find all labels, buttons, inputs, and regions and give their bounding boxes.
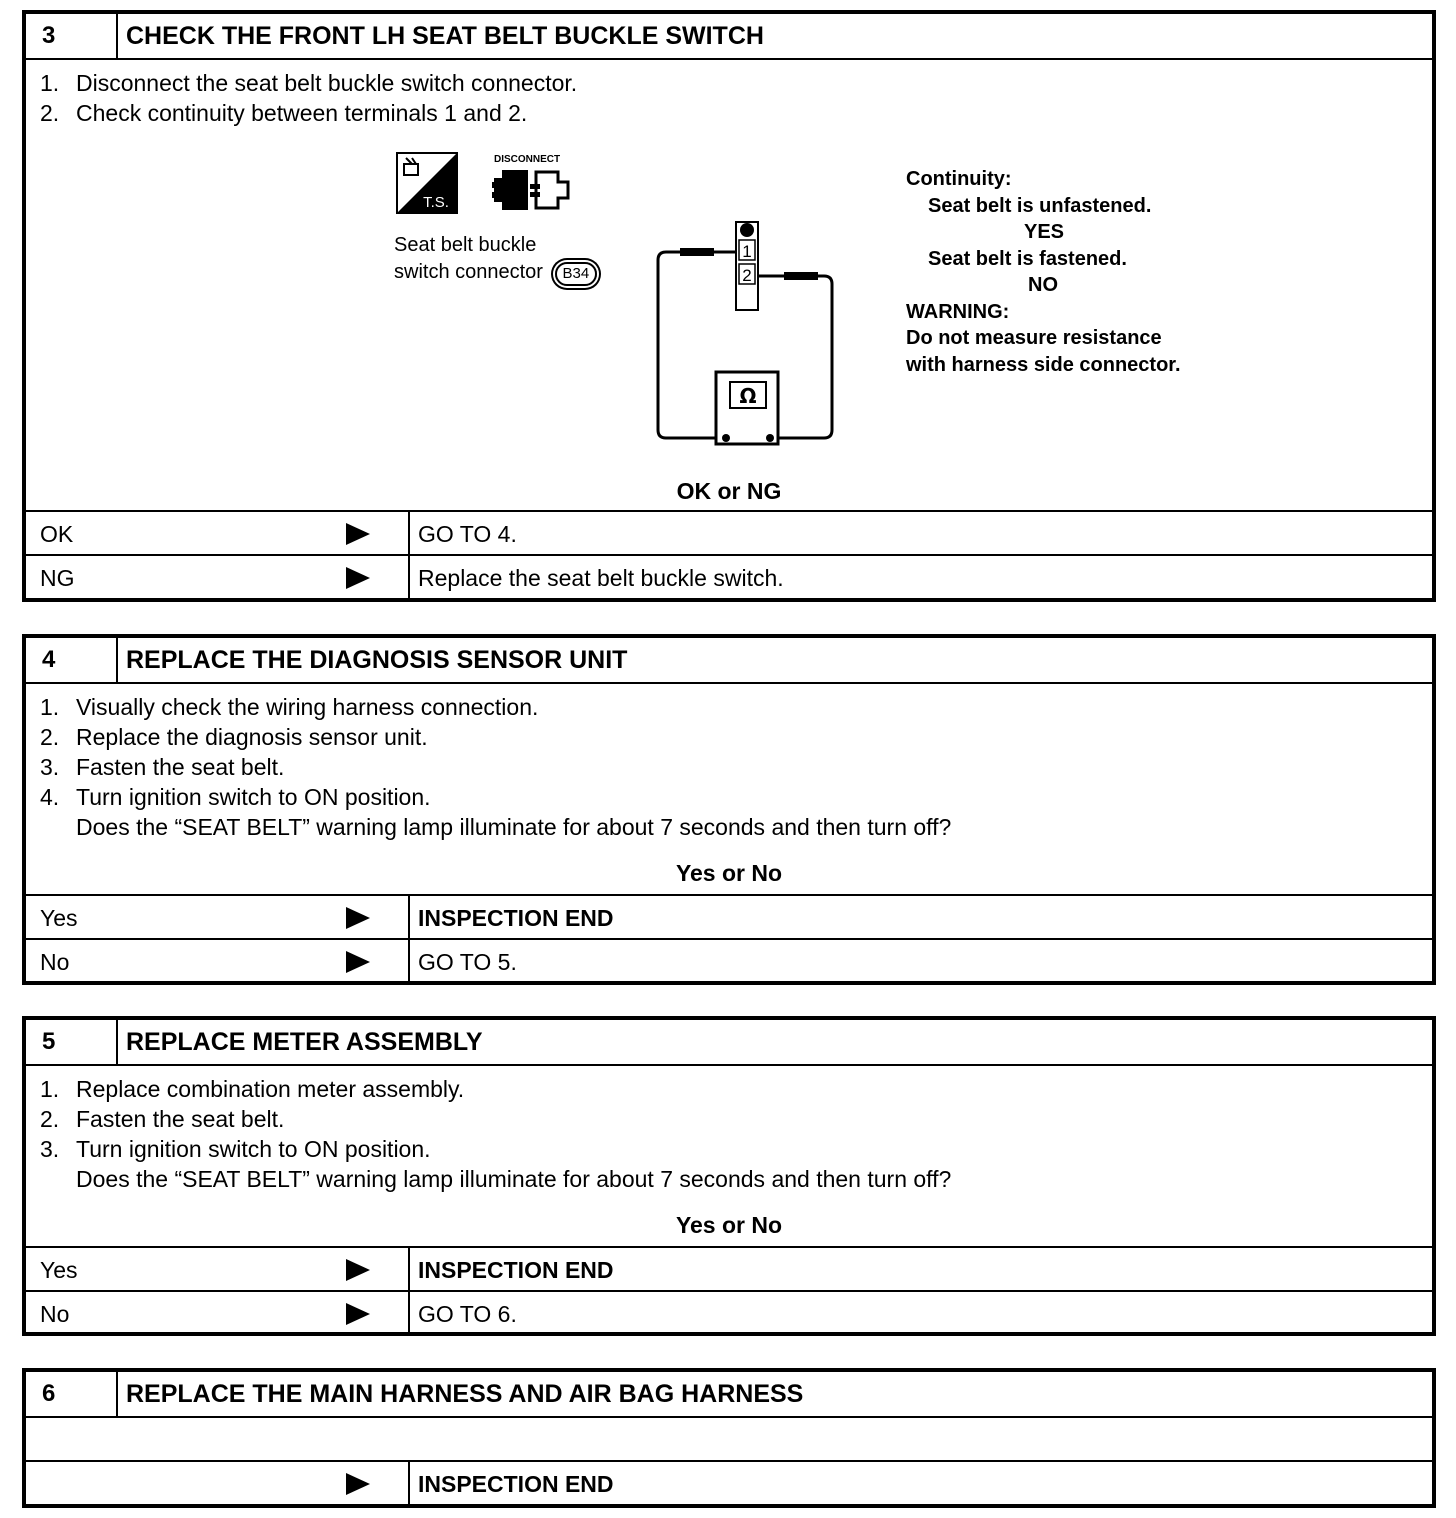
instruction-note: Does the “SEAT BELT” warning lamp illuminate for about 7 seconds and then turn off?: [76, 814, 952, 840]
result-row-yes: [26, 1246, 1432, 1292]
result-action: GO TO 6.: [418, 1301, 517, 1327]
instruction-item: 2. Check continuity between terminals 1 and 2.: [40, 100, 528, 126]
step-title: CHECK THE FRONT LH SEAT BELT BUCKLE SWITCH: [126, 22, 764, 50]
arrow-icon: [346, 951, 370, 973]
step-3-box: [22, 10, 1436, 602]
arrow-icon: [346, 1303, 370, 1325]
instruction-item: 2. Replace the diagnosis sensor unit.: [40, 724, 428, 750]
svg-text:2: 2: [742, 266, 752, 285]
instruction-item: 4. Turn ignition switch to ON position.: [40, 784, 431, 810]
instruction-note: Does the “SEAT BELT” warning lamp illuminate for about 7 seconds and then turn off?: [76, 1166, 952, 1192]
step-6-box: [22, 1368, 1436, 1508]
result-row-no: [26, 938, 1432, 984]
step-number: 5: [26, 1020, 118, 1064]
step-title: REPLACE THE MAIN HARNESS AND AIR BAG HARNESS: [126, 1380, 804, 1408]
arrow-icon: [346, 907, 370, 929]
svg-text:1: 1: [742, 242, 752, 261]
step-number: 6: [26, 1372, 118, 1416]
instruction-item: 2. Fasten the seat belt.: [40, 1106, 285, 1132]
step-title: REPLACE METER ASSEMBLY: [126, 1028, 483, 1056]
continuity-spec: Continuity: Seat belt is unfastened. YES Seat belt is fastened. NO WARNING: Do not measure resistance with harness side connector.: [906, 168, 1181, 376]
step-3-header: [26, 14, 1432, 60]
instruction-list: [40, 68, 577, 128]
instruction-item: 1. Replace combination meter assembly.: [40, 1076, 465, 1102]
arrow-icon: [346, 523, 370, 545]
arrow-icon: [346, 567, 370, 589]
result-action: GO TO 4.: [418, 521, 517, 547]
instruction-item: 3. Fasten the seat belt.: [40, 754, 285, 780]
result-label: No: [40, 949, 70, 975]
disconnect-label: DISCONNECT: [494, 154, 561, 165]
step-number: 4: [26, 638, 118, 682]
step-title: REPLACE THE DIAGNOSIS SENSOR UNIT: [126, 646, 628, 674]
result-action: INSPECTION END: [418, 1471, 614, 1497]
result-question: Yes or No: [675, 860, 783, 886]
connector-id-badge: B34: [555, 262, 598, 286]
result-action: INSPECTION END: [418, 1257, 614, 1283]
result-question: Yes or No: [675, 1212, 783, 1238]
step-4-box: [22, 634, 1436, 985]
result-action: Replace the seat belt buckle switch.: [418, 565, 784, 591]
step-number: 3: [26, 14, 118, 58]
connector-label: Seat belt buckle switch connector B34: [394, 232, 597, 286]
svg-text:Ω: Ω: [739, 384, 757, 408]
instruction-list: [40, 692, 951, 842]
result-row-no: [26, 1290, 1432, 1336]
result-label: No: [40, 1301, 70, 1327]
arrow-icon: [346, 1473, 370, 1495]
result-row-yes: [26, 894, 1432, 940]
result-action: GO TO 5.: [418, 949, 517, 975]
instruction-list: [40, 1074, 951, 1194]
result-label: Yes: [40, 905, 78, 931]
step-6-header: [26, 1372, 1432, 1418]
result-row-ng: [26, 554, 1432, 600]
result-row-ok: [26, 510, 1432, 556]
warning-heading: WARNING:: [906, 300, 1010, 323]
instruction-item: 1. Disconnect the seat belt buckle switch connector.: [40, 70, 578, 96]
instruction-item: 1. Visually check the wiring harness connection.: [40, 694, 539, 720]
step-5-header: [26, 1020, 1432, 1066]
arrow-icon: [346, 1259, 370, 1281]
svg-text:T.S.: T.S.: [423, 194, 449, 211]
result-action: INSPECTION END: [418, 905, 614, 931]
step-4-header: [26, 638, 1432, 684]
continuity-check-diagram: [646, 210, 846, 454]
result-label: Yes: [40, 1257, 78, 1283]
disconnect-connector-icon: [490, 166, 572, 214]
result-row-end: [26, 1460, 1432, 1506]
step-5-box: [22, 1016, 1436, 1336]
result-label: NG: [40, 565, 75, 591]
tester-icon: [396, 152, 458, 214]
instruction-item: 3. Turn ignition switch to ON position.: [40, 1136, 431, 1162]
result-label: OK: [40, 521, 74, 547]
result-question: OK or NG: [676, 478, 782, 504]
